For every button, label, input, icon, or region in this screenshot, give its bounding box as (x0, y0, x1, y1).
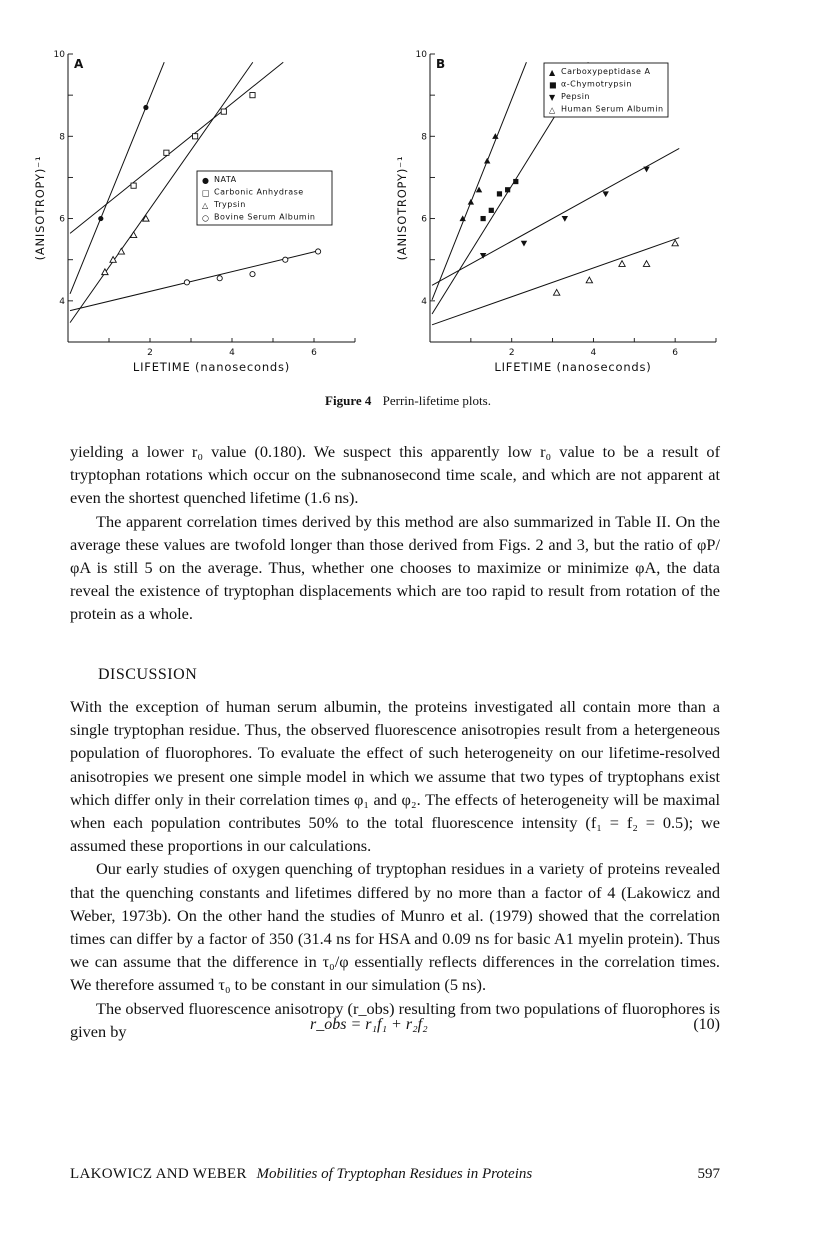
panel-a-data-point (217, 276, 222, 281)
panel-a-data-point (118, 248, 124, 254)
panel-b-legend-label: α-Chymotrypsin (561, 79, 632, 89)
panel-a-fit-line (70, 251, 318, 311)
panel-a-data-point (250, 272, 255, 277)
panel-b-fit-line (432, 148, 679, 285)
panel-b-data-point (602, 191, 608, 197)
text-block-1 (70, 440, 720, 626)
panel-b-data-point (468, 199, 474, 205)
panel-a-data-point (164, 150, 169, 155)
page-footer (70, 1166, 720, 1183)
panel-a-data-point (250, 93, 255, 98)
panel-a-legend-symbol: □ (202, 188, 210, 198)
panel-b-data-point (513, 179, 518, 184)
panel-a-ytick-label: 6 (59, 214, 65, 225)
panel-a-fit-line (70, 62, 164, 294)
panel-a-legend-label: Bovine Serum Albumin (214, 212, 316, 222)
caption-label: Figure 4 (325, 393, 372, 408)
perrin-plots (0, 0, 816, 420)
panel-a-legend-label: NATA (214, 175, 237, 184)
panel-b-data-point (484, 158, 490, 164)
panel-a-ytick-label: 10 (53, 50, 65, 60)
panel-b-legend-symbol: △ (549, 105, 556, 115)
equation-number: (10) (693, 1016, 720, 1033)
panel-a-data-point (184, 280, 189, 285)
panel-a-xlabel: LIFETIME (nanoseconds) (132, 360, 291, 374)
panel-b-xtick-label: 4 (590, 348, 597, 358)
panel-b-letter: B (436, 57, 446, 71)
panel-a-legend-symbol: △ (202, 201, 209, 210)
panel-a-legend-label: Carbonic Anhydrase (214, 187, 304, 197)
panel-a-data-point (221, 109, 226, 114)
panel-b-data-point (481, 216, 486, 221)
paragraph-2: The apparent correlation times derived by this method are also summarized in Table II. On the average these values are twofold longer than those derived from Figs. 2 and 3, but the ratio of φP/φA is still 5 on the average. Thus, whether one chooses to maximize or minimize φA, the data reveal the existence of tryptophan displacements which are too rapid to result from rotation of the protein as a whole. (70, 511, 720, 624)
paragraph-5: The observed fluorescence anisotropy (r_obs) resulting from two populations of fluorophores is given by (70, 998, 720, 1041)
panel-b-fit-line (432, 238, 679, 325)
panel-a-xtick-label: 2 (147, 348, 153, 358)
panel-b-ytick-label: 6 (421, 214, 427, 225)
panel-a-legend-symbol: ○ (202, 213, 209, 223)
panel-b-legend-label: Carboxypeptidase A (561, 67, 651, 76)
panel-a-data-point (316, 249, 321, 254)
panel-b-legend-symbol: ▲ (549, 68, 556, 77)
panel-b-xlabel: LIFETIME (nanoseconds) (494, 360, 652, 374)
panel-a-letter: A (74, 57, 84, 71)
panel-b-data-point (497, 191, 502, 196)
paragraph-4: Our early studies of oxygen quenching of tryptophan residues in a variety of proteins revealed that the quenching constants and lifetimes differed by no more than a factor of 4 (Lakowicz and Weber, 1973b). On the other hand the studies of Munro et al. (1979) showed that the correlation times can differ by a factor of 350 (31.4 ns for HSA and 0.09 ns for basic A1 myelin protein). Thus we can assume that the difference in τ₀/φ essentially reflects differences in the correlation times. We therefore assumed τ₀ to be constant in our simulation (5 ns). (70, 859, 720, 995)
footer-title: Mobilities of Tryptophan Residues in Proteins (256, 1166, 533, 1182)
panel-b-data-point (586, 277, 592, 283)
caption-text: Perrin-lifetime plots. (382, 393, 491, 408)
figure-caption (0, 393, 816, 409)
panel-a-ytick-label: 8 (59, 132, 65, 143)
panel-b-data-point (521, 241, 527, 247)
panel-b-data-point (489, 208, 494, 213)
equation-text: r_obs = r₁f₁ + r₂f₂ (310, 1016, 428, 1033)
panel-a-data-point (283, 257, 288, 262)
panel-b-xtick-label: 2 (508, 348, 515, 358)
panel-b-data-point (672, 240, 678, 246)
panel-b-data-point (643, 167, 649, 173)
panel-a-legend-label: Trypsin (214, 200, 246, 209)
panel-a-legend-symbol: ● (202, 176, 209, 185)
panel-a-xtick-label: 6 (311, 348, 317, 358)
panel-a-ylabel: (ANISOTROPY)⁻¹ (33, 155, 47, 261)
panel-b-data-point (643, 261, 649, 267)
figure-4 (0, 0, 816, 420)
panel-a-data-point (131, 183, 136, 188)
section-heading: DISCUSSION (98, 666, 198, 683)
panel-b-ytick-label: 4 (421, 296, 427, 307)
panel-b-ytick-label: 10 (415, 50, 427, 60)
panel-b-data-point (505, 187, 510, 192)
paragraph-1: yielding a lower r₀ value (0.180). We suspect this apparently low r₀ value to be a result of tryptophan rotations which occur on the subnanosecond time scale, and which are not apparent at even the shortest quenched lifetime (1.6 ns). (70, 442, 720, 508)
panel-a-data-point (193, 134, 198, 139)
panel-b-legend-symbol: ▼ (549, 93, 556, 102)
panel-b-legend-symbol: ■ (549, 80, 557, 90)
panel-b-fit-line (432, 62, 526, 300)
panel-b-xtick-label: 6 (672, 348, 679, 358)
panel-a-data-point (98, 216, 103, 221)
panel-b-legend-label: Pepsin (561, 92, 590, 101)
page-number: 597 (697, 1166, 720, 1182)
panel-b-legend-label: Human Serum Albumin (561, 104, 664, 114)
footer-authors: LAKOWICZ AND WEBER (70, 1166, 247, 1182)
panel-b-ylabel: (ANISOTROPY)⁻¹ (395, 155, 409, 261)
panel-b-data-point (562, 216, 568, 222)
paragraph-3: With the exception of human serum albumin, the proteins investigated all contain more than a single tryptophan residue. Thus, the observed fluorescence anisotropies result from a hetergeneous population of fluorophores. To evaluate the effect of such heterogeneity on our lifetime-resolved anisotropies we present one simple model in which we assume that two types of tryptophans exist which differ only in their correlation times φ₁ and φ₂. The effects of heterogeneity will be maximal when each population contributes 50% to the total fluorescence intensity (f₁ = f₂ = 0.5); we assumed these proportions in our calculations. (70, 697, 720, 856)
panel-a-xtick-label: 4 (229, 348, 235, 358)
panel-a-data-point (143, 105, 148, 110)
panel-b-data-point (553, 289, 559, 295)
panel-b-data-point (619, 261, 625, 267)
panel-a-ytick-label: 4 (59, 296, 65, 307)
panel-b-ytick-label: 8 (421, 132, 427, 143)
text-block-2 (70, 695, 720, 1043)
